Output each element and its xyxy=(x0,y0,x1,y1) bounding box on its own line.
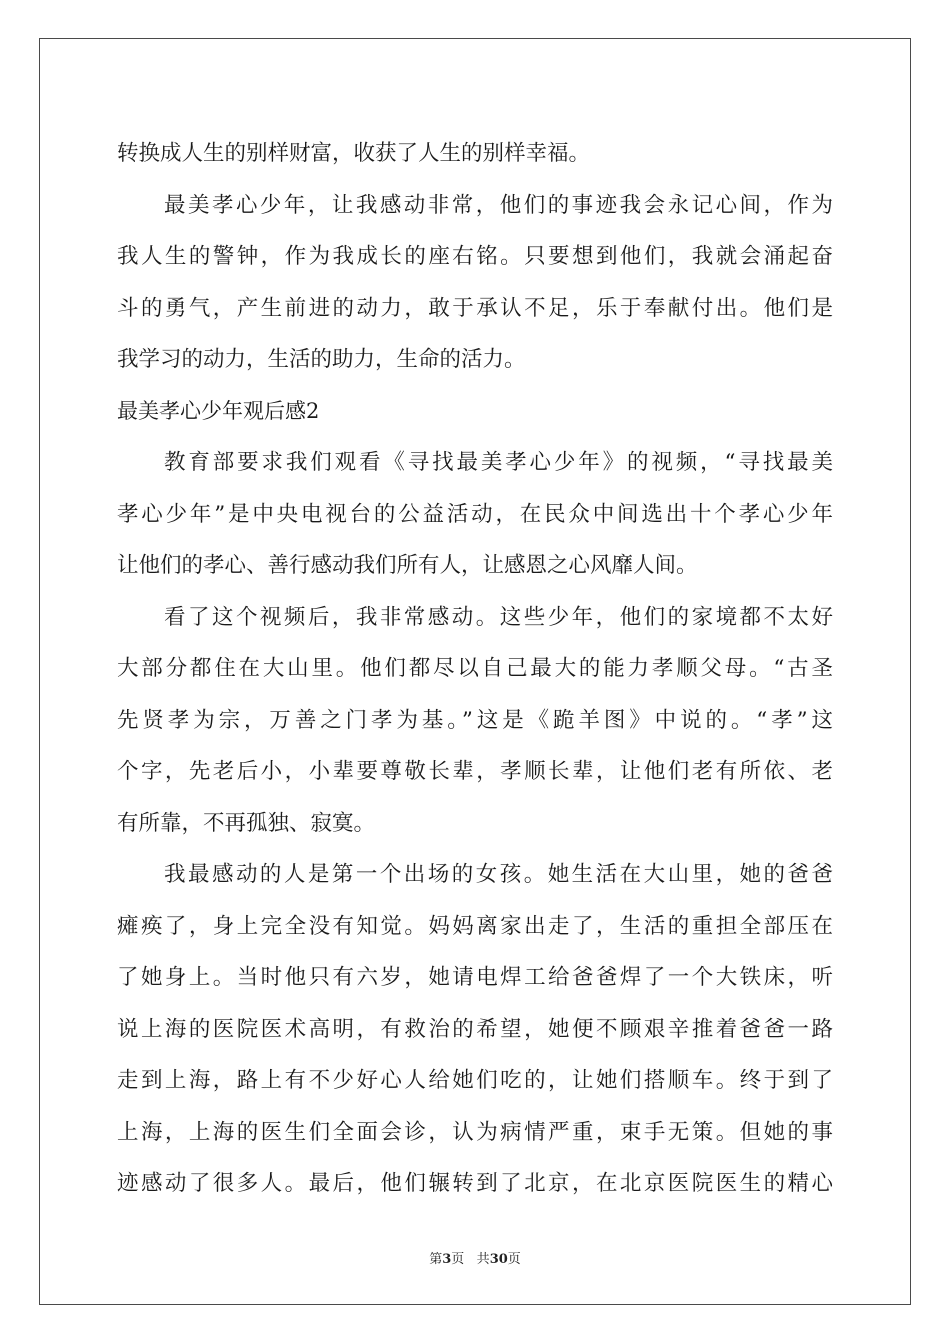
text-line: 我人生的警钟，作为我成长的座右铭。只要想到他们，我就会涌起奋 xyxy=(117,244,833,269)
text-line: 个字，先老后小，小辈要尊敬长辈，孝顺长辈，让他们老有所依、老 xyxy=(117,759,833,784)
text-line: 迹感动了很多人。最后，他们辗转到了北京，在北京医院医生的精心 xyxy=(117,1171,833,1196)
text-line: 让他们的孝心、善行感动我们所有人，让感恩之心风靡人间。 xyxy=(117,553,698,578)
footer-page-suffix: 页 xyxy=(451,1252,465,1267)
text-line: 我最感动的人是第一个出场的女孩。她生活在大山里，她的爸爸 xyxy=(164,862,833,887)
text-line: 转换成人生的别样财富，收获了人生的别样幸福。 xyxy=(117,141,591,166)
footer-prefix: 第 xyxy=(429,1252,443,1267)
current-page-number: 3 xyxy=(442,1252,452,1267)
document-body xyxy=(117,128,833,1210)
text-line: 先贤孝为宗，万善之门孝为基。”这是《跪羊图》中说的。“孝”这 xyxy=(117,707,833,733)
section-heading: 最美孝心少年观后感2 xyxy=(117,398,320,423)
page-footer xyxy=(0,1248,950,1267)
text-line: 说上海的医院医术高明，有救治的希望，她便不顾艰辛推着爸爸一路 xyxy=(117,1016,833,1042)
text-line: 看了这个视频后，我非常感动。这些少年，他们的家境都不太好 xyxy=(164,604,833,630)
text-line: 我学习的动力，生活的助力，生命的活力。 xyxy=(117,347,526,372)
text-line: 走到上海，路上有不少好心人给她们吃的，让她们搭顺车。终于到了 xyxy=(117,1068,833,1093)
footer-total-suffix: 页 xyxy=(507,1252,521,1267)
text-line: 教育部要求我们观看《寻找最美孝心少年》的视频，“寻找最美 xyxy=(164,450,833,475)
footer-total-prefix: 共 xyxy=(476,1252,490,1267)
text-line: 瘫痪了，身上完全没有知觉。妈妈离家出走了，生活的重担全部压在 xyxy=(117,913,833,939)
text-line: 大部分都住在大山里。他们都尽以自己最大的能力孝顺父母。“古圣 xyxy=(117,656,833,681)
text-line: 有所靠，不再孤独、寂寞。 xyxy=(117,810,376,836)
text-line: 斗的勇气，产生前进的动力，敢于承认不足，乐于奉献付出。他们是 xyxy=(117,295,833,321)
text-line: 了她身上。当时他只有六岁，她请电焊工给爸爸焊了一个大铁床，听 xyxy=(117,965,833,990)
text-line: 孝心少年”是中央电视台的公益活动，在民众中间选出十个孝心少年 xyxy=(117,501,833,527)
text-line: 最美孝心少年，让我感动非常，他们的事迹我会永记心间，作为 xyxy=(164,192,833,218)
text-line: 上海，上海的医生们全面会诊，认为病情严重，束手无策。但她的事 xyxy=(117,1119,833,1145)
total-page-number: 30 xyxy=(489,1252,508,1267)
